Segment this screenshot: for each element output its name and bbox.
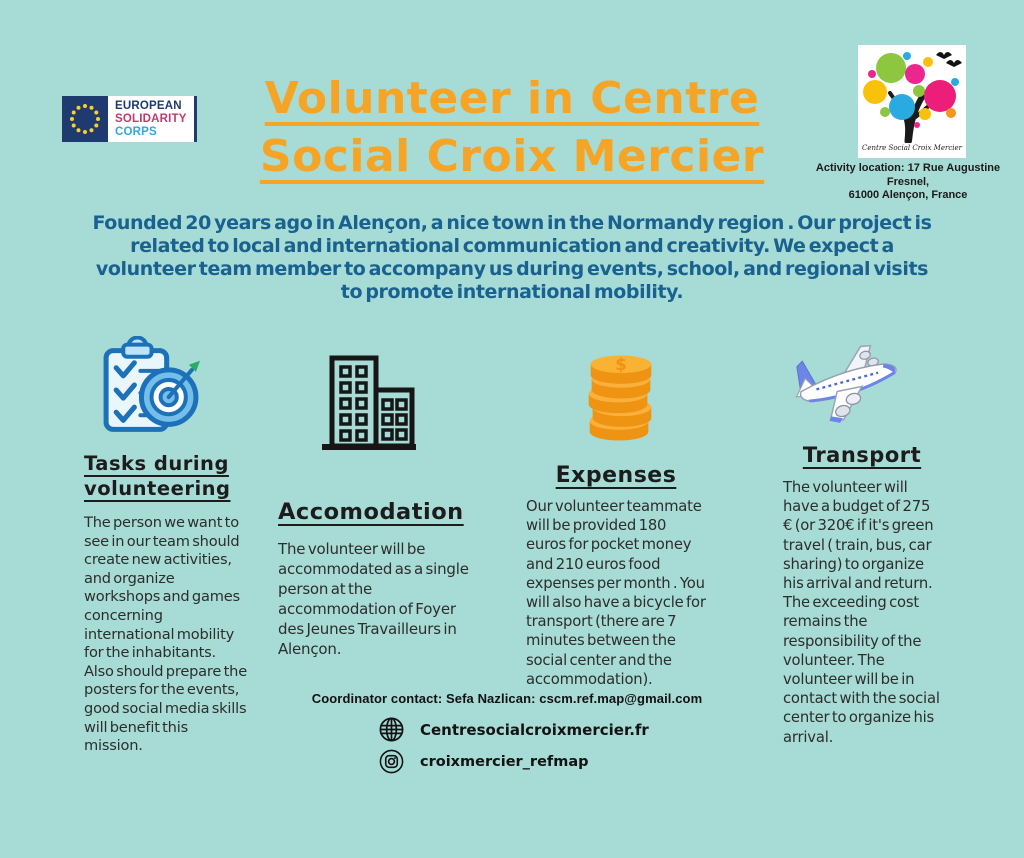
buildings-icon	[318, 352, 476, 456]
website-row	[378, 716, 649, 743]
coins-icon	[576, 352, 706, 450]
transport-heading: Transport	[802, 443, 922, 467]
org-logo	[858, 45, 966, 158]
svg-text:$: $	[615, 355, 627, 375]
column-tasks	[84, 336, 248, 756]
tasks-heading: Tasks during volunteering	[84, 452, 231, 500]
eu-logo-line1: EUROPEAN	[115, 100, 182, 112]
eu-logo-line2: SOLIDARITY	[115, 113, 187, 125]
intro-paragraph: Founded 20 years ago in Alençon, a nice town in the Normandy region . Our project is related to local and international communication and creativity. We expect a volunteer team member to accompany us during events, school, and regional visits to promote international mobility.	[92, 212, 932, 303]
expenses-heading: Expenses	[555, 463, 677, 488]
accommodation-heading: Accomodation	[278, 499, 464, 525]
accommodation-body: The volunteer will be accommodated as a single person at the accommodation of Foyer des Jeunes Travailleurs in Alençon.	[278, 540, 469, 658]
clipboard-target-icon	[96, 336, 248, 442]
activity-location-line1: Activity location: 17 Rue Augustine Fresnel,	[815, 162, 1001, 188]
instagram-row	[379, 749, 589, 774]
column-accommodation	[278, 352, 476, 659]
instagram-icon	[379, 749, 404, 774]
column-expenses	[526, 352, 706, 689]
tree-icon	[862, 49, 962, 143]
tasks-body: The person we want to see in our team should create new activities, and organize workshops and games concerning international mobility for the inhabitants. Also should prepare the posters for the events, good social media skills will benefit this mission.	[84, 514, 247, 755]
globe-icon	[378, 716, 405, 743]
activity-location	[800, 162, 1016, 203]
expenses-body: Our volunteer teammate will be provided 180 euros for pocket money and 210 euros food expenses per month . You will also have a bicycle for transport (there are 7 minutes between the social center and the accommodation).	[526, 498, 706, 688]
coordinator-contact: Coordinator contact: Sefa Nazlican: cscm.ref.map@gmail.com	[311, 691, 703, 706]
activity-location-line2: 61000 Alençon, France	[848, 189, 968, 201]
column-transport	[783, 337, 941, 747]
eu-logo-line3: CORPS	[115, 126, 157, 138]
website-label: Centresocialcroixmercier.fr	[420, 720, 649, 739]
transport-body: The volunteer will have a budget of 275 € (or 320€ if it's green travel ( train, bus, car sharing) to organize his arrival and return. The exceeding cost remains the responsibility of the volunteer. The volunteer will be in contact with the social center to organize his arrival.	[783, 479, 940, 746]
airplane-icon	[791, 337, 941, 433]
page-title-line2: Social Croix Mercier	[259, 131, 765, 182]
org-logo-caption: Centre Social Croix Mercier	[862, 144, 962, 152]
instagram-label: croixmercier_refmap	[420, 753, 589, 770]
page-title-line1: Volunteer in Centre	[264, 73, 760, 124]
